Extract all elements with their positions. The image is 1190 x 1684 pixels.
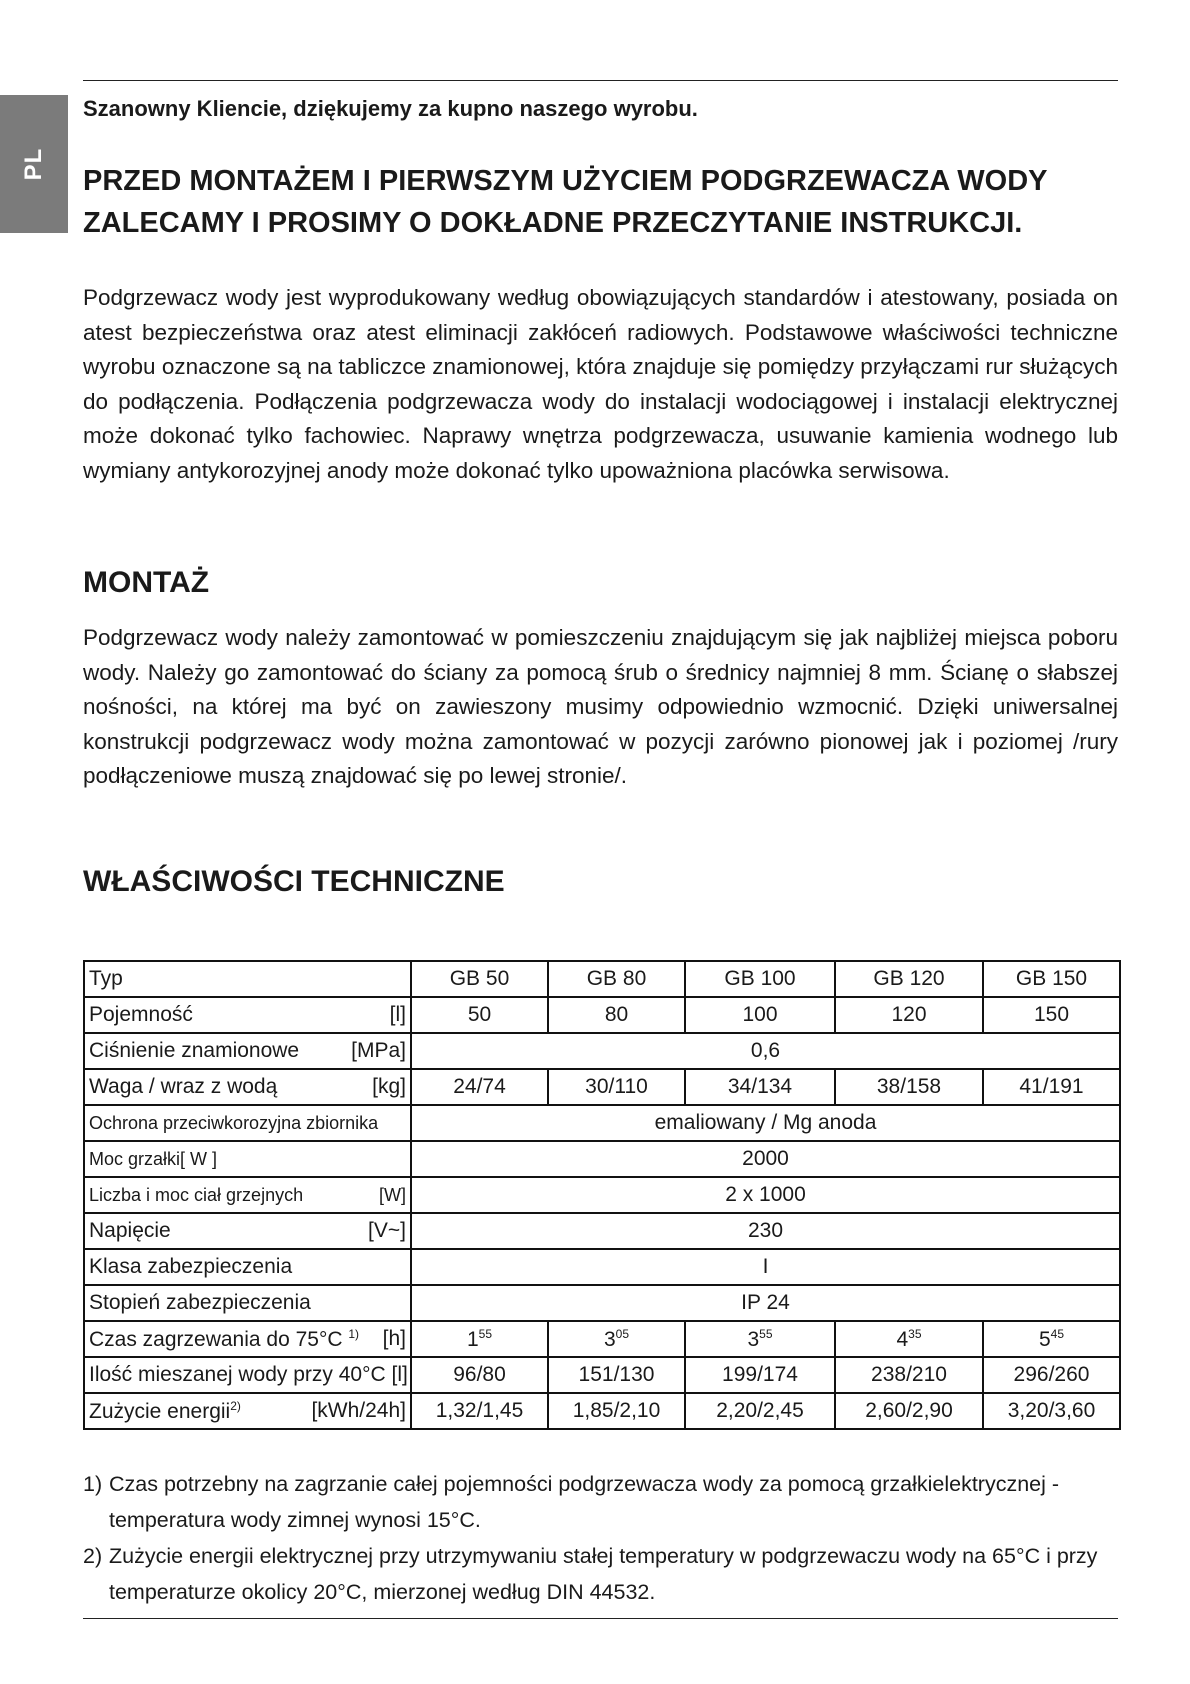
value-cell: $3^{55}$ <box>685 1321 835 1357</box>
table-row <box>84 961 1120 997</box>
unit: [l] <box>389 1003 406 1026</box>
value-cell: 150 <box>983 997 1120 1033</box>
value-cell: 24/74 <box>411 1069 548 1105</box>
table-row <box>84 1141 1120 1177</box>
footnote <box>83 1466 1123 1538</box>
value-cell: 1,85/2,10 <box>548 1393 685 1429</box>
footnotes <box>83 1466 1123 1610</box>
value-cell: 3,20/3,60 <box>983 1393 1120 1429</box>
value-cell: $3^{05}$ <box>548 1321 685 1357</box>
value-cell: 1,32/1,45 <box>411 1393 548 1429</box>
value-cell: $1^{55}$ <box>411 1321 548 1357</box>
table-row <box>84 1249 1120 1285</box>
table-row <box>84 1213 1120 1249</box>
bottom-divider <box>83 1618 1118 1619</box>
row-label: Klasa zabezpieczenia <box>84 1249 411 1285</box>
spec-table <box>83 960 1121 1430</box>
value-cell: 34/134 <box>685 1069 835 1105</box>
value-cell: 38/158 <box>835 1069 983 1105</box>
row-label: Moc grzałki[ W ] <box>84 1141 411 1177</box>
value-cell: 50 <box>411 997 548 1033</box>
value-cell: emaliowany / Mg anoda <box>411 1105 1120 1141</box>
value-cell: 230 <box>411 1213 1120 1249</box>
table-row <box>84 1357 1120 1393</box>
row-label: Zużycie energii$^{2)}$ [kWh/24h] <box>84 1393 411 1429</box>
footnote-number: 2) <box>83 1544 103 1568</box>
table-row <box>84 1069 1120 1105</box>
value-cell: 199/174 <box>685 1357 835 1393</box>
row-label: Ochrona przeciwkorozyjna zbiornika <box>84 1105 411 1141</box>
intro-paragraph: Podgrzewacz wody jest wyprodukowany według obowiązujących standardów i atestowany, posiada on atest bezpieczeństwa oraz atest eliminacji zakłóceń radiowych. Podstawowe właściwości techniczne wyrobu oznaczone są na tabliczce znamionowej, która znajduje się pomiędzy przyłączami rur służących do podłączenia. Podłączenia podgrzewacza wody do instalacji wodociągowej i instalacji elektrycznej może dokonać tylko fachowiec. Naprawy wnętrza podgrzewacza, usuwanie kamienia wodnego lub wymiany antykorozyjnej anody może dokonać tylko upoważniona placówka serwisowa. <box>83 285 1118 483</box>
top-divider <box>83 80 1118 81</box>
unit: [kWh/24h] <box>311 1398 406 1422</box>
unit: [MPa] <box>351 1039 406 1062</box>
value-cell: 296/260 <box>983 1357 1120 1393</box>
value-cell: 2000 <box>411 1141 1120 1177</box>
model-cell: GB 120 <box>835 961 983 997</box>
row-label: Typ <box>84 961 411 997</box>
value-cell: 2 x 1000 <box>411 1177 1120 1213</box>
value-cell: I <box>411 1249 1120 1285</box>
value-cell: 238/210 <box>835 1357 983 1393</box>
footnote-number: 1) <box>83 1472 103 1496</box>
row-label: Stopień zabezpieczenia <box>84 1285 411 1321</box>
table-row <box>84 1285 1120 1321</box>
montaz-paragraph: Podgrzewacz wody należy zamontować w pomieszczeniu znajdującym się jak najbliżej miejsca poboru wody. Należy go zamontować do ściany za pomocą śrub o średnicy najmniej 8 mm. Ścianę o słabszej nośności, na której ma być on zawieszony musimy odpowiednio wzmocnić. Dzięki uniwersalnej konstrukcji podgrzewacz wody można zamontować w pozycji zarówno pionowej jak i poziomej /rury podłączeniowe muszą znajdować się po lewej stronie/. <box>83 625 1118 788</box>
row-label: Czas zagrzewania do 75°C $^{1)}$ [h] <box>84 1321 411 1357</box>
row-label: Pojemność [l] <box>84 997 411 1033</box>
value-cell: 120 <box>835 997 983 1033</box>
language-tab <box>0 95 68 233</box>
value-cell: 2,60/2,90 <box>835 1393 983 1429</box>
table-row <box>84 1393 1120 1429</box>
table-row <box>84 997 1120 1033</box>
montaz-heading: MONTAŻ <box>83 566 210 599</box>
warning-heading: PRZED MONTAŻEM I PIERWSZYM UŻYCIEM PODGRZEWACZA WODY ZALECAMY I PROSIMY O DOKŁADNE PRZECZYTANIE INSTRUKCJI. <box>83 165 1047 239</box>
greeting: Szanowny Kliencie, dziękujemy za kupno naszego wyrobu. <box>83 96 698 121</box>
table-row <box>84 1033 1120 1069</box>
value-cell: 41/191 <box>983 1069 1120 1105</box>
unit: [kg] <box>372 1075 406 1098</box>
value-cell: 80 <box>548 997 685 1033</box>
value-cell: 151/130 <box>548 1357 685 1393</box>
value-cell: 100 <box>685 997 835 1033</box>
unit: [h] <box>382 1326 406 1350</box>
language-tab-label: PL <box>20 147 47 181</box>
model-cell: GB 100 <box>685 961 835 997</box>
footnote-text: Czas potrzebny na zagrzanie całej pojemności podgrzewacza wody za pomocą grzałkielektrycznej - temperatura wody zimnej wynosi 15°C. <box>109 1472 1060 1532</box>
tech-heading: WŁAŚCIWOŚCI TECHNICZNE <box>83 865 505 898</box>
row-label: Napięcie [V~] <box>84 1213 411 1249</box>
table-row <box>84 1321 1120 1357</box>
row-label: Waga / wraz z wodą [kg] <box>84 1069 411 1105</box>
table-row <box>84 1177 1120 1213</box>
unit: [W] <box>379 1184 406 1205</box>
table-row <box>84 1105 1120 1141</box>
row-label: Liczba i moc ciał grzejnych [W] <box>84 1177 411 1213</box>
value-cell: 30/110 <box>548 1069 685 1105</box>
footnote <box>83 1538 1123 1610</box>
value-cell: 0,6 <box>411 1033 1120 1069</box>
value-cell: 96/80 <box>411 1357 548 1393</box>
value-cell: $4^{35}$ <box>835 1321 983 1357</box>
model-cell: GB 50 <box>411 961 548 997</box>
model-cell: GB 150 <box>983 961 1120 997</box>
value-cell: $5^{45}$ <box>983 1321 1120 1357</box>
model-cell: GB 80 <box>548 961 685 997</box>
footnote-text: Zużycie energii elektrycznej przy utrzymywaniu stałej temperatury w podgrzewaczu wody na 65°C i przy temperaturze okolicy 20°C, mierzonej według DIN 44532. <box>109 1544 1098 1604</box>
unit: [V~] <box>368 1219 406 1242</box>
value-cell: IP 24 <box>411 1285 1120 1321</box>
row-label: Ciśnienie znamionowe [MPa] <box>84 1033 411 1069</box>
row-label: Ilość mieszanej wody przy 40°C [l] <box>84 1357 411 1393</box>
value-cell: 2,20/2,45 <box>685 1393 835 1429</box>
